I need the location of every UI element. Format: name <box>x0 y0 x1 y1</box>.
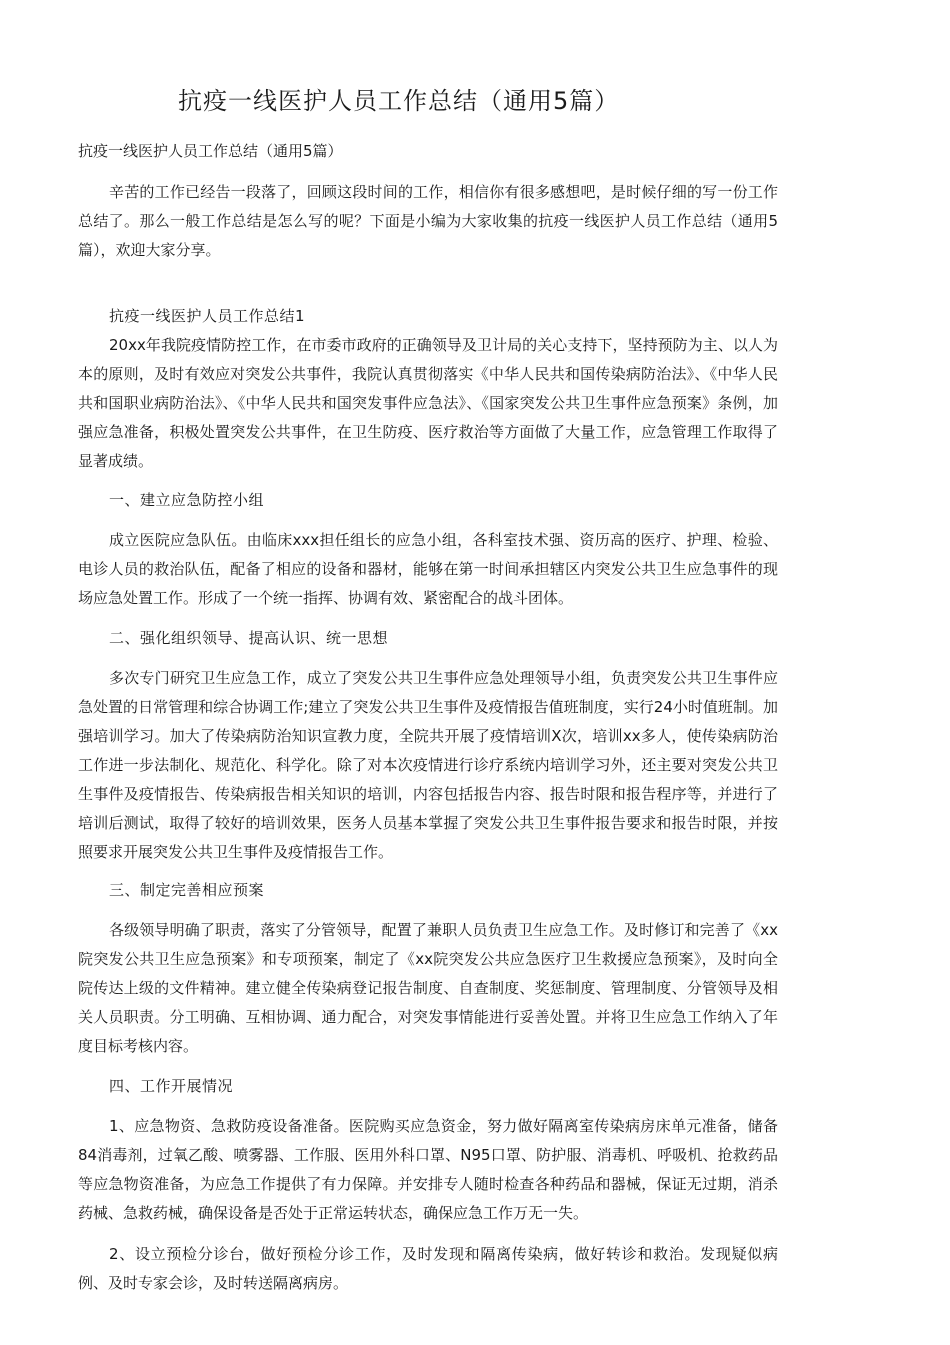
intro-paragraph: 辛苦的工作已经告一段落了，回顾这段时间的工作，相信你有很多感想吧，是时候仔细的写一份工作总结了。那么一般工作总结是怎么写的呢？下面是小编为大家收集的抗疫一线医护人员工作总结（通用5篇），欢迎大家分享。 <box>78 183 778 259</box>
paragraph-4: 各级领导明确了职责，落实了分管领导，配置了兼职人员负责卫生应急工作。及时修订和完善了《xx院突发公共卫生应急预案》和专项预案，制定了《xx院突发公共应急医疗卫生救援应急预案》，及时向全院传达上级的文件精神。建立健全传染病登记报告制度、自查制度、奖惩制度、管理制度、分管领导及相关人员职责。分工明确、互相协调、通力配合，对突发事情能进行妥善处置。并将卫生应急工作纳入了年度目标考核内容。 <box>78 921 778 1055</box>
document-subtitle: 抗疫一线医护人员工作总结（通用5篇） <box>78 142 343 160</box>
paragraph-6: 2、设立预检分诊台，做好预检分诊工作，及时发现和隔离传染病，做好转诊和救治。发现疑似病例、及时专家会诊，及时转送隔离病房。 <box>78 1245 778 1292</box>
paragraph-5: 1、应急物资、急救防疫设备准备。医院购买应急资金，努力做好隔离室传染病房床单元准备，储备84消毒剂，过氧乙酸、喷雾器、工作服、医用外科口罩、N95口罩、防护服、消毒机、呼吸机、抢救药品等应急物资准备，为应急工作提供了有力保障。并安排专人随时检查各种药品和器械，保证无过期，消杀药械、急救药械，确保设备是否处于正常运转状态，确保应急工作万无一失。 <box>78 1117 778 1222</box>
paragraph-1: 20xx年我院疫情防控工作，在市委市政府的正确领导及卫计局的关心支持下，坚持预防为主、以人为本的原则，及时有效应对突发公共事件，我院认真贯彻落实《中华人民共和国传染病防治法》、《中华人民共和国职业病防治法》、《中华人民共和国突发事件应急法》、《国家突发公共卫生事件应急预案》条例，加强应急准备，积极处置突发公共事件，在卫生防疫、医疗救治等方面做了大量工作，应急管理工作取得了显著成绩。 <box>78 336 778 470</box>
document-title: 抗疫一线医护人员工作总结（通用5篇） <box>178 87 620 115</box>
paragraph-3: 多次专门研究卫生应急工作，成立了突发公共卫生事件应急处理领导小组，负责突发公共卫生事件应急处置的日常管理和综合协调工作;建立了突发公共卫生事件及疫情报告值班制度，实行24小时值班制。加强培训学习。加大了传染病防治知识宣教力度，全院共开展了疫情培训X次，培训xx多人，使传染病防治工作进一步法制化、规范化、科学化。除了对本次疫情进行诊疗系统内培训学习外，还主要对突发公共卫生事件及疫情报告、传染病报告相关知识的培训，内容包括报告内容、报告时限和报告程序等，并进行了培训后测试，取得了较好的培训效果，医务人员基本掌握了突发公共卫生事件报告要求和报告时限，并按照要求开展突发公共卫生事件及疫情报告工作。 <box>78 669 778 861</box>
heading-1: 一、建立应急防控小组 <box>109 491 265 509</box>
heading-2: 二、强化组织领导、提高认识、统一思想 <box>109 629 389 647</box>
heading-4: 四、工作开展情况 <box>109 1077 234 1095</box>
section-title: 抗疫一线医护人员工作总结1 <box>109 307 306 325</box>
paragraph-2: 成立医院应急队伍。由临床xxx担任组长的应急小组，各科室技术强、资历高的医疗、护理、检验、电诊人员的救治队伍，配备了相应的设备和器材，能够在第一时间承担辖区内突发公共卫生应急事件的现场应急处置工作。形成了一个统一指挥、协调有效、紧密配合的战斗团体。 <box>78 531 778 607</box>
heading-3: 三、制定完善相应预案 <box>109 881 265 899</box>
